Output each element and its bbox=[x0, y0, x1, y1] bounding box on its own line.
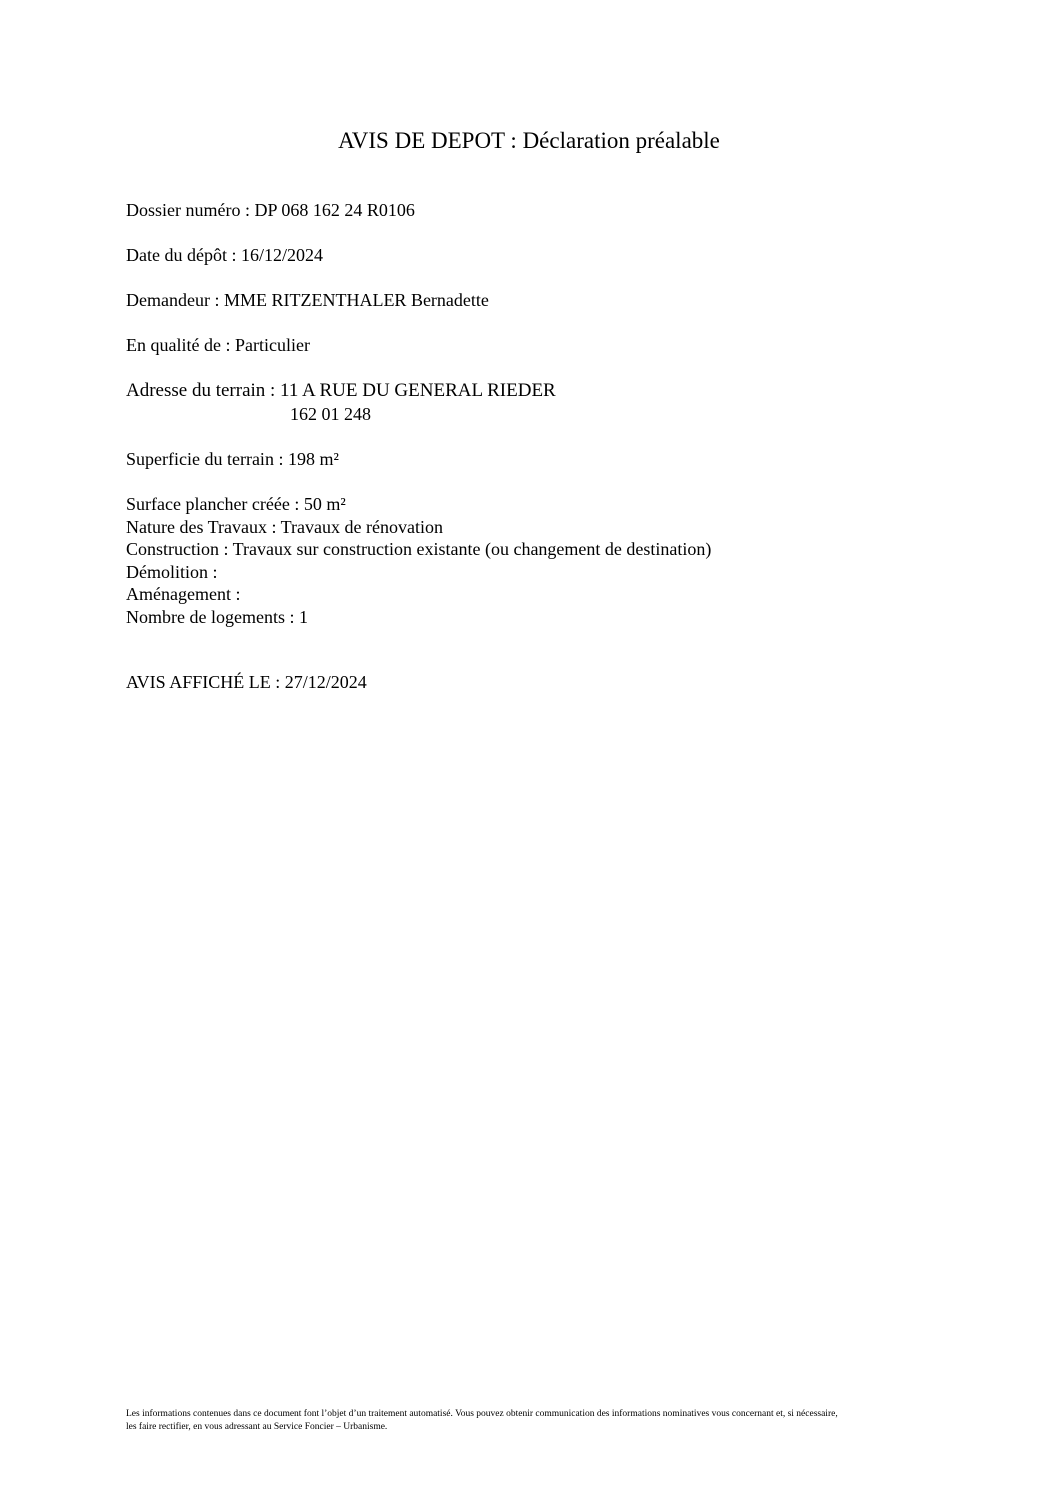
deposit-date: Date du dépôt : 16/12/2024 bbox=[126, 245, 323, 265]
applicant: Demandeur : MME RITZENTHALER Bernadette bbox=[126, 290, 489, 310]
demolition: Démolition : bbox=[126, 562, 218, 582]
land-area: Superficie du terrain : 198 m² bbox=[126, 449, 339, 469]
land-address: Adresse du terrain : 11 A RUE DU GENERAL RIEDER bbox=[126, 380, 556, 401]
legal-footer bbox=[126, 1408, 946, 1434]
dossier-number: Dossier numéro : DP 068 162 24 R0106 bbox=[126, 200, 415, 220]
posting-date: AVIS AFFICHÉ LE : 27/12/2024 bbox=[126, 672, 367, 692]
footer-line-2: les faire rectifier, en vous adressant au Service Foncier – Urbanisme. bbox=[126, 1422, 388, 1432]
floor-area-created: Surface plancher créée : 50 m² bbox=[126, 494, 346, 514]
works-nature: Nature des Travaux : Travaux de rénovation bbox=[126, 517, 443, 537]
housing-count: Nombre de logements : 1 bbox=[126, 607, 308, 627]
construction-type: Construction : Travaux sur construction existante (ou changement de destination) bbox=[126, 539, 712, 559]
applicant-capacity: En qualité de : Particulier bbox=[126, 335, 310, 355]
development: Aménagement : bbox=[126, 584, 241, 604]
footer-line-1: Les informations contenues dans ce document font l’objet d’un traitement automatisé. Vous pouvez obtenir communication des informations nominatives vous concernant et, si nécessaire, bbox=[126, 1409, 838, 1419]
document-title: AVIS DE DEPOT : Déclaration préalable bbox=[338, 128, 720, 153]
land-address-parcel: 162 01 248 bbox=[290, 404, 371, 424]
